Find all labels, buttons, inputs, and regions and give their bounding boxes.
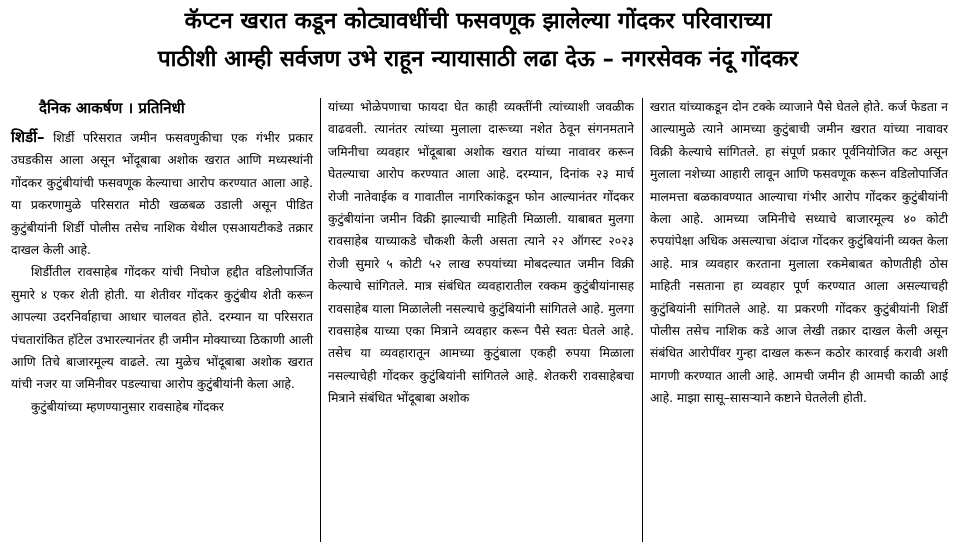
column-2-paragraph-1: यांच्या भोळेपणाचा फायदा घेत काही व्यक्तींनी त्यांच्याशी जवळीक वाढवली. त्यानंतर त्यांच्या मुलाला दारूच्या नशेत ठेवून संगनमताने जमिनीचा व्यवहार भोंदूबाबा अशोक खरात यांच्या नावावर करून घेतल्याचा आरोप करण्यात आला आहे. दरम्यान, दिनांक २३ मार्च रोजी नातेवाईक व गावातील नागरिकांकडून फोन आल्यानंतर गोंदकर कुटुंबीयांना जमीन विक्री झाल्याची माहिती मिळाली. याबाबत मुलगा रावसाहेब याच्याकडे चौकशी केली असता त्याने २२ ऑगस्ट २०२३ रोजी सुमारे ५ कोटी ५२ लाख रुपयांच्या मोबदल्यात जमीन विक्री केल्याचे सांगितले. मात्र संबंधित व्यवहारातील रक्कम कुटुंबीयांनासह रावसाहेब याला मिळालेली नसल्याचे कुटुंबियांनी सांगितले आहे. मुलगा रावसाहेब याच्या एका मित्राने व्यवहार करून पैसे स्वतः घेतले आहे. तसेच या व्यवहारातून आमच्या कुटुंबाला एकही रुपया मिळाला नसल्याचेही गोंदकर कुटुंबियांनी सांगितले आहे. शेतकरी रावसाहेबचा मित्राने संबंधित भोंदूबाबा अशोक	[328, 100, 634, 406]
headline-line-1: कॅप्टन खरात कडून कोट्यावधींची फसवणूक झालेल्या गोंदकर परिवाराच्या	[184, 8, 772, 34]
column-divider-1	[320, 98, 321, 542]
headline	[0, 0, 956, 78]
column-1-paragraph-2: शिर्डीतील रावसाहेब गोंदकर यांची निघोज हद्दीत वडिलोपार्जित सुमारे ४ एकर शेती होती. या शेतीवर गोंदकर कुटुंबीय शेती करून आपल्या उदरनिर्वाहाचा आधार चालवत होते. दरम्यान या परिसरात पंचतारांकित हॉटेल उभारल्यानंतर ही जमीन मोक्याच्या ठिकाणी आली आणि तिचे बाजारमूल्य वाढले. त्या मुळेच भोंदूबाबा अशोक खरात यांची नजर या जमिनीवर पडल्याचा आरोप कुटुंबीयांनी केला आहे.	[11, 265, 313, 392]
column-divider-2	[642, 98, 643, 542]
dateline: शिर्डी–	[11, 128, 45, 146]
article-column-3	[650, 96, 948, 410]
article-column-1	[11, 96, 313, 418]
byline: दैनिक आकर्षण । प्रतिनिधी	[39, 99, 185, 117]
column-3-paragraph-1: खरात यांच्याकडून दोन टक्के व्याजाने पैसे घेतले होते. कर्ज फेडता न आल्यामुळे त्याने आमच्या कुटुंबाची जमीन खरात यांच्या नावावर विक्री केल्याचे सांगितले. हा संपूर्ण प्रकार पूर्वनियोजित कट असून मुलाला नशेच्या आहारी लावून आणि फसवणूक करून वडिलोपार्जित मालमत्ता बळकावण्यात आल्याचा गंभीर आरोप गोंदकर कुटुंबीयांनी केला आहे. आमच्या जमिनीचे सध्याचे बाजारमूल्य ४० कोटी रुपयांपेक्षा अधिक असल्याचा अंदाज गोंदकर कुटुंबियांनी व्यक्त केला आहे. मात्र व्यवहार करताना मुलाला रकमेबाबत कोणतीही ठोस माहिती नसताना हा व्यवहार पूर्ण करण्यात आला असल्याचही कुटुंबियांनी सांगितले आहे. या प्रकरणी गोंदकर कुटुंबीयांनी शिर्डी पोलीस तसेच नाशिक कडे आज लेखी तक्रार दाखल केली असून संबंधित आरोपींवर गुन्हा दाखल करून कठोर कारवाई करावी अशी मागणी करण्यात आली आहे. आमची जमीन ही आमची काळी आई आहे. माझा सासू–सासऱ्याने कष्टाने घेतलेली होती.	[650, 100, 948, 406]
article-column-2	[328, 96, 634, 410]
column-1-paragraph-3: कुटुंबीयांच्या म्हणण्यानुसार रावसाहेब गोंदकर	[31, 399, 224, 414]
column-1-paragraph-1: शिर्डी परिसरात जमीन फसवणुकीचा एक गंभीर प्रकार उघडकीस आला असून भोंदूबाबा अशोक खरात आणि मध्यस्थांनी गोंदकर कुटुंबीयांची फसवणूक केल्याचा आरोप करण्यात आला आहे. या प्रकरणामुळे परिसरात मोठी खळबळ उडाली असून पीडित कुटुंबीयांनी शिर्डी पोलीस तसेच नाशिक येथील एसआयटीकडे तक्रार दाखल केली आहे.	[11, 131, 313, 258]
headline-line-2: पाठीशी आम्ही सर्वजण उभे राहून न्यायासाठी लढा देऊ – नगरसेवक नंदू गोंदकर	[157, 46, 799, 72]
